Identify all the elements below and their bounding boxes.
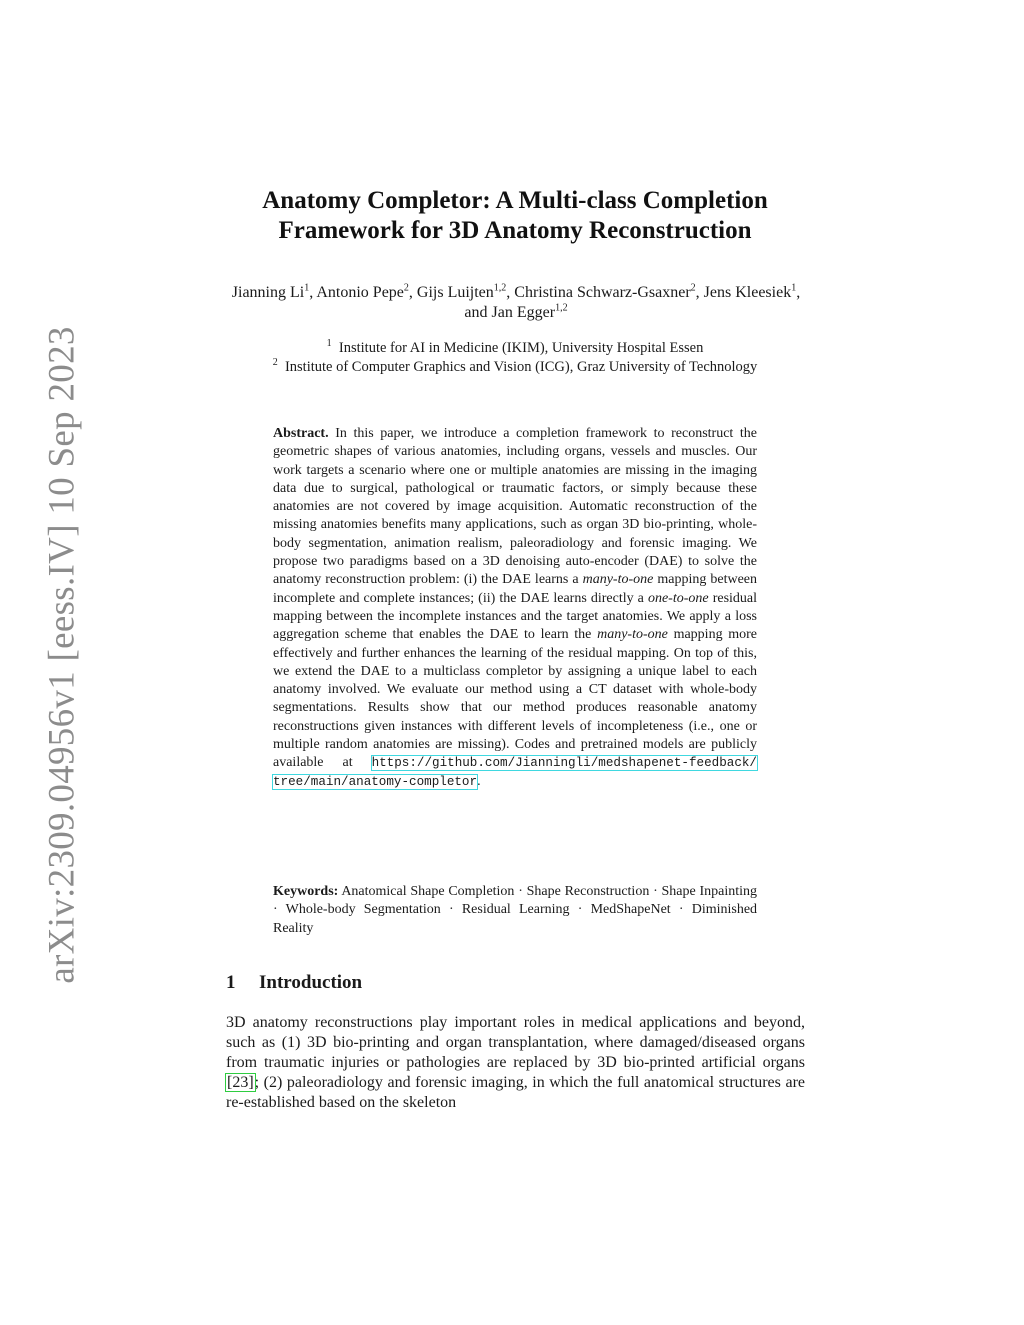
abstract-text: mapping more effectively and further enhances the learning of the residual mapping. On top of this, we extend the DAE to a multiclass completor by assigning a unique label to each anatomy involved. We evaluate our method using a CT dataset with whole-body segmentations. Results show that our method produces reasonable anatomy reconstructions given instances with different levels of incompleteness (i.e., one or multiple random anatomies are missing). Codes and pretrained models are publicly available at (273, 627, 758, 771)
abstract (273, 425, 757, 791)
keyword-item: Shape Inpainting (661, 884, 758, 899)
introduction-paragraph (226, 1013, 805, 1113)
author-name: Jan Egger (491, 304, 556, 321)
abstract-text: residual mapping between the incomplete instances and the target anatomies. We apply a loss aggregation scheme that enables the DAE to learn the (273, 590, 758, 643)
abstract-label: Abstract. (273, 426, 329, 441)
citation-link[interactable]: [23] (227, 1074, 254, 1091)
author-name: Jianning Li (231, 284, 305, 301)
keyword-item: Whole-body Segmentation (285, 902, 441, 918)
author-affiliation-sup: 2 (403, 282, 409, 294)
abstract-emphasis: many-to-one (597, 627, 668, 643)
abstract-emphasis: many-to-one (582, 572, 654, 588)
keyword-item: Diminished Reality (273, 902, 758, 936)
title-line-2: Framework for 3D Anatomy Reconstruction (278, 217, 752, 244)
keyword-separator: · (448, 902, 454, 918)
affiliations (160, 339, 870, 376)
affiliation-line (160, 358, 870, 377)
author-name: Antonio Pepe (316, 284, 404, 301)
affiliation-number: 2 (272, 356, 278, 368)
affiliation-text: Institute of Computer Graphics and Vision (ICG), Graz University of Technology (284, 358, 758, 375)
author-affiliation-sup: 1,2 (555, 302, 568, 314)
section-heading-introduction (226, 972, 362, 994)
arxiv-identifier-stamp: arXiv:2309.04956v1 [eess.IV] 10 Sep 2023 (41, 326, 83, 984)
title-line-1: Anatomy Completor: A Multi-class Completion (262, 187, 768, 214)
paper-title (160, 186, 870, 246)
author-affiliation-sup: 1,2 (493, 282, 507, 294)
author-conjunction: and (464, 304, 488, 321)
keyword-item: Residual Learning (461, 902, 570, 918)
abstract-text: In this paper, we introduce a completion framework to reconstruct the geometric shapes of various anatomies, including organs, vessels and muscles. Our work targets a scenario where one or multiple anatomies are missing in the imaging data due to surgical, pathological or traumatic factors, or simply because these anatomies are not covered by image acquisition. Automatic reconstruction of the missing anatomies benefits many applications, such as organ 3D bio-printing, whole-body segmentation, animation realism, paleoradiology and forensic imaging. We propose two paradigms based on a 3D denoising auto-encoder (DAE) to solve the anatomy reconstruction problem: (i) the DAE learns a (273, 426, 757, 588)
abstract-end-punctuation: . (477, 773, 481, 789)
intro-text: ; (2) paleoradiology and forensic imaging, in which the full anatomical structures are re-established based on the skeleton (226, 1074, 805, 1111)
code-link-line-1: https://github.com/Jianningli/medshapenet-feedback/ (371, 756, 757, 771)
keyword-separator: · (273, 902, 278, 918)
keyword-separator: · (653, 884, 658, 899)
author-affiliation-sup: 2 (690, 282, 696, 294)
author-name: Jens Kleesiek (703, 284, 792, 301)
keyword-item: MedShapeNet (590, 902, 671, 918)
keyword-separator: · (678, 902, 684, 918)
author-name: Christina Schwarz-Gsaxner (514, 284, 691, 301)
keyword-separator: · (577, 902, 583, 918)
keywords (273, 883, 757, 938)
author-name: Gijs Luijten (416, 284, 494, 301)
affiliation-number: 1 (326, 338, 332, 350)
abstract-emphasis: one-to-one (647, 590, 709, 606)
section-title: Introduction (259, 972, 363, 993)
keyword-separator: · (518, 884, 523, 899)
intro-text: 3D anatomy reconstructions play important roles in medical applications and beyond, such as (1) 3D bio-printing and organ transplantation, where damaged/diseased organs from traumatic injuries or pathologies are replaced by 3D bio-printed artificial organs (226, 1014, 805, 1071)
abstract-text: mapping between incomplete and complete instances; (ii) the DAE learns directly a (273, 572, 758, 606)
keywords-label: Keywords: (273, 884, 339, 899)
affiliation-line (160, 339, 870, 358)
section-number: 1 (226, 972, 236, 993)
keyword-item: Anatomical Shape Completion (341, 884, 515, 899)
author-list: Jianning Li$^1$, Antonio Pepe$^2$, Gijs Luijten$^{1,2}$, Christina Schwarz-Gsaxner$^2$, Jens Kleesiek$^1$, and Jan Egger$^{1,2}$ (231, 282, 801, 321)
keyword-item: Shape Reconstruction (526, 884, 650, 899)
code-link-line-2: tree/main/anatomy-completor (273, 774, 478, 789)
author-affiliation-sup: 1 (304, 282, 310, 294)
affiliation-text: Institute for AI in Medicine (IKIM), University Hospital Essen (338, 340, 704, 356)
author-affiliation-sup: 1 (791, 282, 797, 294)
